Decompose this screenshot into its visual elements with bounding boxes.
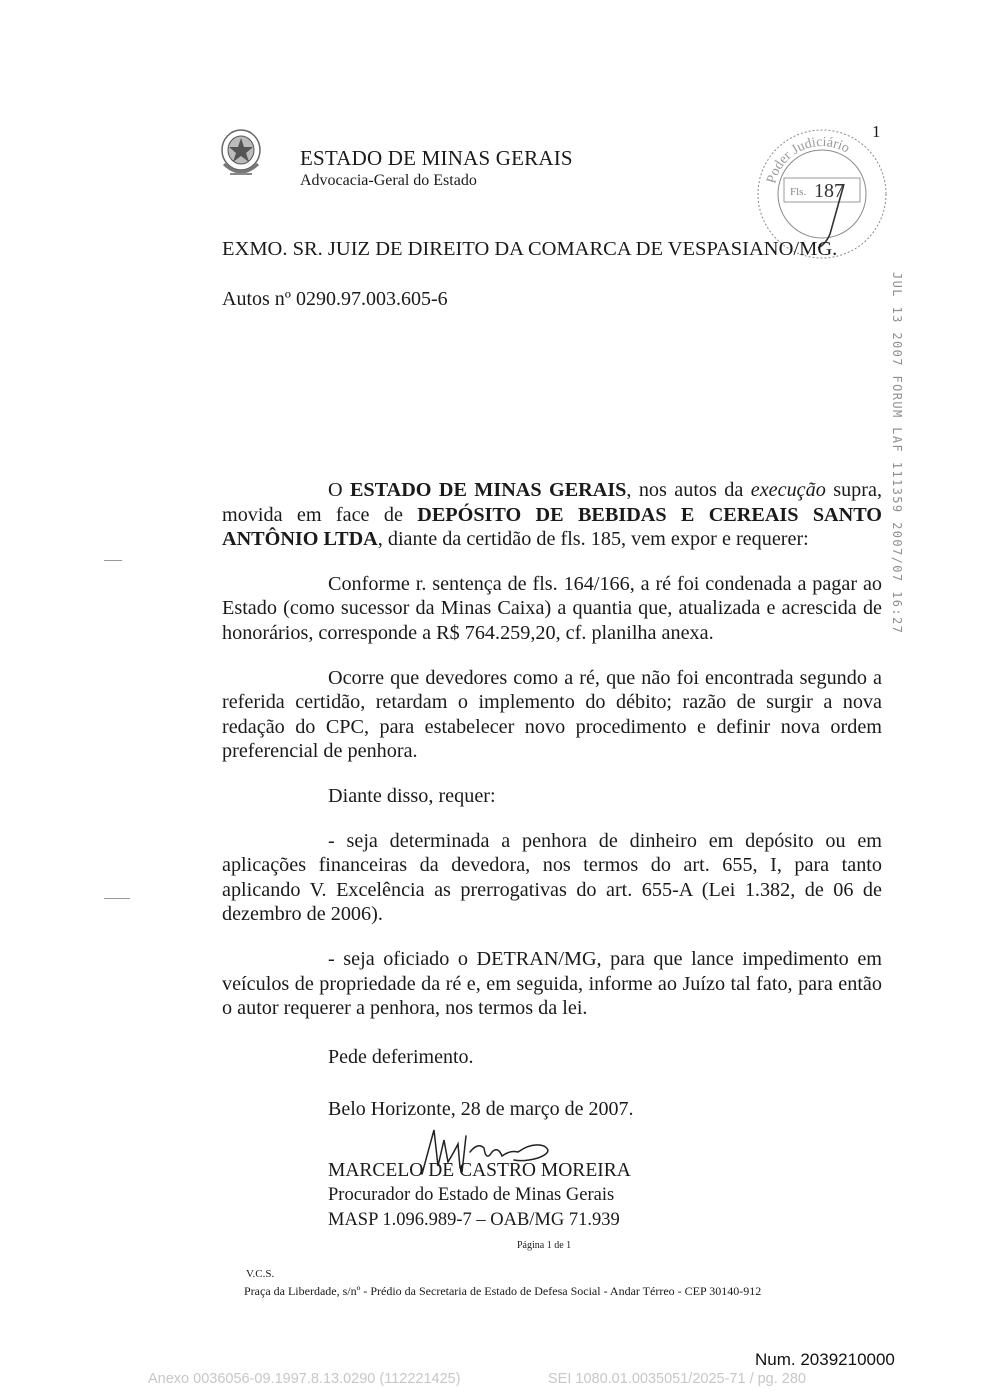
signatory-ids: MASP 1.096.989-7 – OAB/MG 71.939: [328, 1210, 620, 1230]
closing-request: Pede deferimento.: [328, 1046, 474, 1068]
margin-mark: [104, 560, 122, 561]
place-date: Belo Horizonte, 28 de março de 2007.: [328, 1098, 634, 1120]
addressee: EXMO. SR. JUIZ DE DIREITO DA COMARCA DE VESPASIANO/MG.: [222, 238, 838, 260]
stamp-text: Poder Judiciário: [764, 134, 852, 186]
office-address: Praça da Liberdade, s/nº - Prédio da Secretaria de Estado de Defesa Social - Andar Térreo - CEP 30140-912: [244, 1284, 762, 1298]
paragraph-intro: O ESTADO DE MINAS GERAIS, nos autos da execução supra, movida em face de DEPÓSITO DE BEBIDAS E CEREAIS SANTO ANTÔNIO LTDA, diante da certidão de fls. 185, vem expor e requerer:: [222, 479, 883, 551]
margin-mark: [104, 898, 130, 899]
page-number: 1: [872, 122, 881, 141]
header-subtitle: Advocacia-Geral do Estado: [300, 172, 477, 189]
request-item-garnishment: - seja determinada a penhora de dinheiro em depósito ou em aplicações financeiras da devedora, nos termos do art. 655, I, para tanto aplicando V. Excelência as prerrogativas do art. 655-A (Lei 1.382, de 06 de dezembro de 2006).: [222, 829, 882, 926]
paragraph-requests-intro: Diante disso, requer:: [328, 784, 496, 807]
stamp-sheet-number: 187: [814, 180, 844, 202]
document-body: [222, 478, 882, 1041]
typist-initials: V.C.S.: [246, 1268, 275, 1280]
sei-reference: SEI 1080.01.0035051/2025-71 / pg. 280: [548, 1371, 806, 1387]
protocol-stamp: JUL 13 2007 FORUM LAF 111359 2007/07 16:27: [890, 272, 904, 635]
header-title: ESTADO DE MINAS GERAIS: [300, 146, 573, 170]
paragraph-debtors: Ocorre que devedores como a ré, que não foi encontrada segundo a referida certidão, retardam o implemento do débito; razão de surgir a nova redação do CPC, para estabelecer novo procedimento e definir nova ordem preferencial de penhora.: [222, 666, 882, 763]
request-item-detran: - seja oficiado o DETRAN/MG, para que lance impedimento em veículos de propriedade da ré e, em seguida, informe ao Juízo tal fato, para então o autor requerer a penhora, nos termos da lei.: [222, 947, 882, 1020]
document-num: Num. 2039210000: [755, 1350, 895, 1369]
page-label: Página 1 de 1: [517, 1240, 572, 1251]
signatory-name: MARCELO DE CASTRO MOREIRA: [328, 1160, 631, 1181]
paragraph-sentence: Conforme r. sentença de fls. 164/166, a ré foi condenada a pagar ao Estado (como sucessor da Minas Caixa) a quantia que, atualizada e acrescida de honorários, corresponde a R$ 764.259,20, cf. planilha anexa.: [222, 572, 882, 644]
coat-of-arms-icon: [218, 126, 264, 182]
case-number: Autos nº 0290.97.003.605-6: [222, 288, 448, 310]
annex-reference: Anexo 0036056-09.1997.8.13.0290 (112221425): [148, 1371, 461, 1387]
signatory-role: Procurador do Estado de Minas Gerais: [328, 1185, 615, 1205]
svg-text:Fls.: Fls.: [790, 186, 807, 198]
